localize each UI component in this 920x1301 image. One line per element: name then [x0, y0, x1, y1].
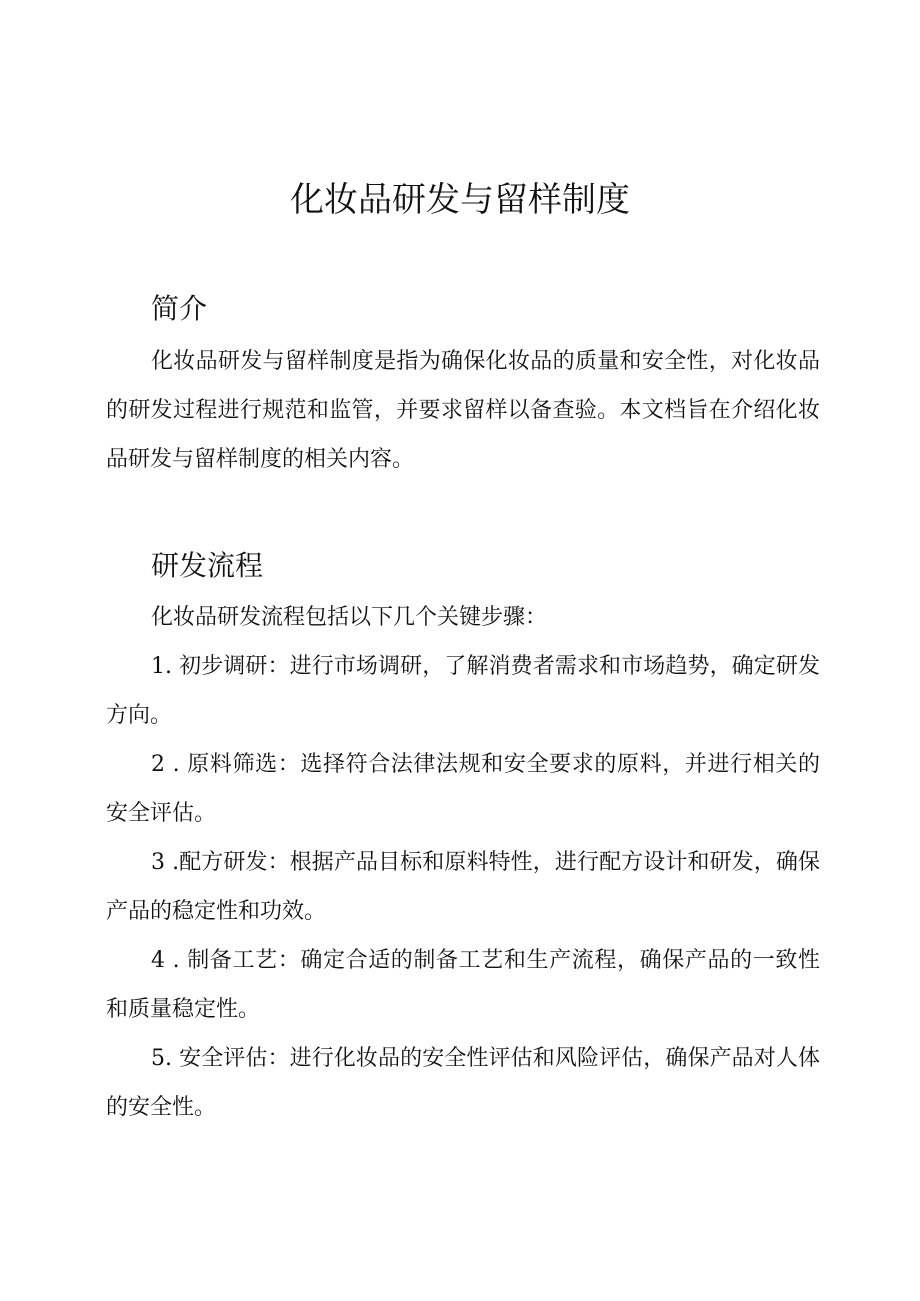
rd-step-5: 5. 安全评估：进行化妆品的安全性评估和风险评估，确保产品对人体的安全性。: [106, 1046, 820, 1120]
rd-process-intro: 化妆品研发流程包括以下几个关键步骤：: [151, 605, 548, 630]
rd-step-4: 4 . 制备工艺：确定合适的制备工艺和生产流程，确保产品的一致性和质量稳定性。: [106, 948, 820, 1022]
intro-paragraph: 化妆品研发与留样制度是指为确保化妆品的质量和安全性，对化妆品的研发过程进行规范和监管，并要求留样以备查验。本文档旨在介绍化妆品研发与留样制度的相关内容。: [106, 349, 820, 472]
document-title: 化妆品研发与留样制度: [290, 180, 630, 220]
rd-step-1: 1. 初步调研：进行市场调研，了解消费者需求和市场趋势，确定研发方向。: [106, 654, 820, 728]
section-heading-rd-process: 研发流程: [151, 549, 264, 582]
section-heading-intro: 简介: [151, 292, 208, 325]
rd-step-2: 2 . 原料筛选：选择符合法律法规和安全要求的原料，并进行相关的安全评估。: [106, 752, 820, 826]
rd-step-3: 3 .配方研发：根据产品目标和原料特性，进行配方设计和研发，确保产品的稳定性和功效。: [106, 850, 820, 924]
